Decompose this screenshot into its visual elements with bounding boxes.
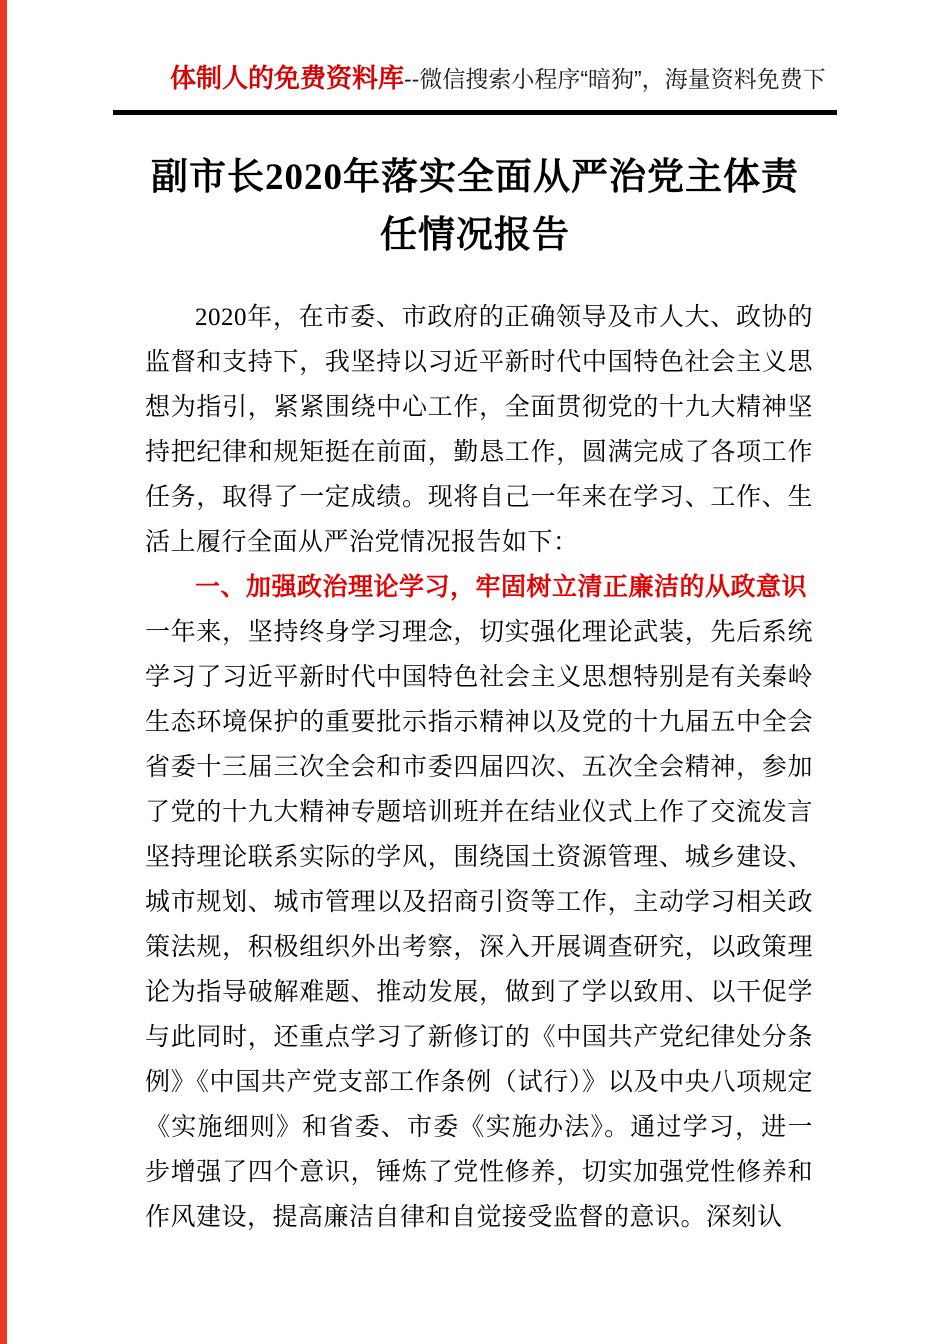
header-tagline: --微信搜索小程序“暗狗”，海量资料免费下 — [404, 66, 826, 92]
paragraph-section-1-body: 一年来，坚持终身学习理念，切实强化理论武装，先后系统学习了习近平新时代中国特色社会主义思想特别是有关秦岭生态环境保护的重要批示指示精神以及党的十九届五中全会省委十三届三次全会和市委四届四次、五次全会精神，参加了党的十九大精神专题培训班并在结业仪式上作了交流发言坚持理论联系实际的学风，围绕国土资源管理、城乡建设、城市规划、城市管理以及招商引资等工作，主动学习相关政策法规，积极组织外出考察，深入开展调查研究，以政策理论为指导破解难题、推动发展，做到了学以致用、以干促学与此同时，还重点学习了新修订的《中国共产党纪律处分条例》《中国共产党支部工作条例（试行）》以及中央八项规定《实施细则》和省委、市委《实施办法》。通过学习，进一步增强了四个意识，锤炼了党性修养，切实加强党性修养和作风建设，提高廉洁自律和自觉接受监督的意识。深刻认 — [145, 619, 813, 1231]
paragraph-intro: 2020年，在市委、市政府的正确领导及市人大、政协的监督和支持下，我坚持以习近平新时代中国特色社会主义思想为指引，紧紧围绕中心工作，全面贯彻党的十九大精神坚持把纪律和规矩挺在前面，勤恳工作，圆满完成了各项工作任务，取得了一定成绩。现将自己一年来在学习、工作、生活上履行全面从严治党情况报告如下： — [145, 304, 813, 556]
section-heading-1: 一、加强政治理论学习，牢固树立清正廉洁的从政意识 — [195, 574, 808, 601]
document-title: 副市长2020年落实全面从严治党主体责任情况报告 — [151, 157, 799, 256]
header-divider — [113, 110, 837, 115]
header-brand: 体制人的免费资料库 — [170, 63, 405, 93]
page-header — [0, 0, 950, 99]
left-accent-bar — [0, 0, 7, 1344]
